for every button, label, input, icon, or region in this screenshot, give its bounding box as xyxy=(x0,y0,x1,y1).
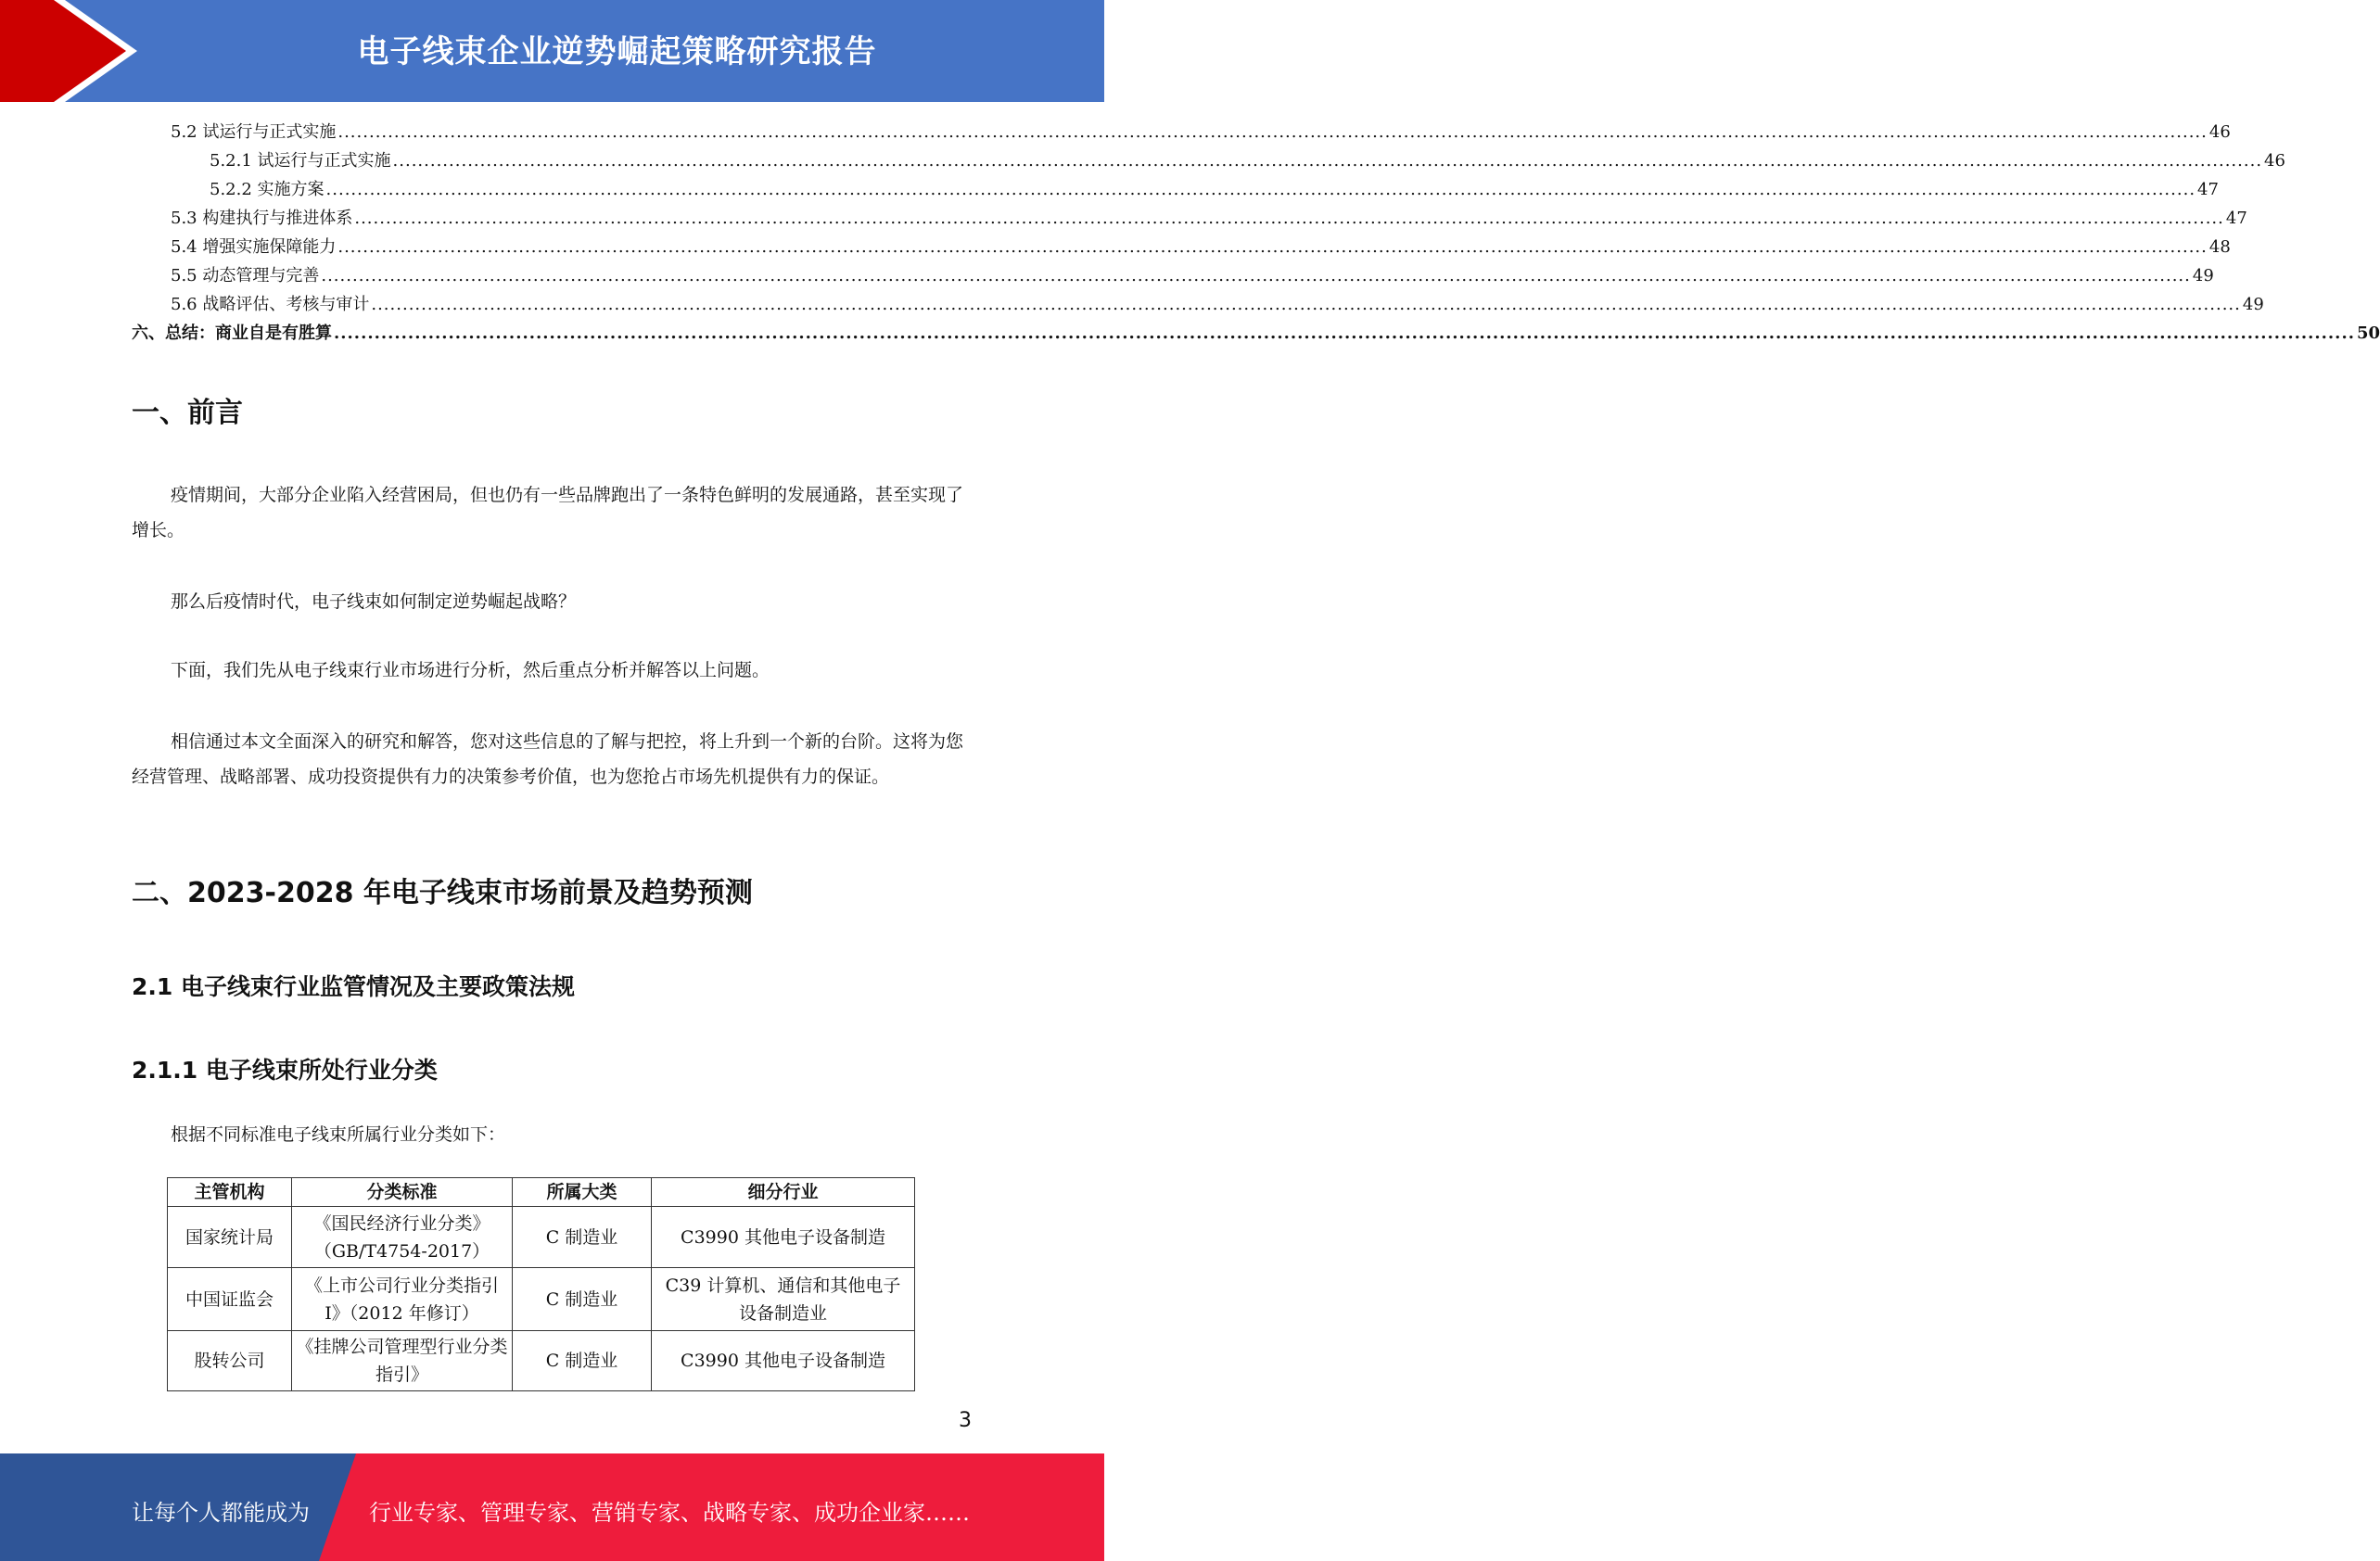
toc-entry-page: 46 xyxy=(2264,151,2285,171)
toc-leader-dots: ............................................................................................................................................................................................................................................................................................................ xyxy=(371,295,2241,314)
toc-entry-page: 47 xyxy=(2225,209,2247,228)
toc-entry[interactable] xyxy=(132,176,2219,205)
toc-entry-page: 48 xyxy=(2208,237,2231,257)
toc-entry-page: 50 xyxy=(2356,324,2380,343)
toc-entry-page: 47 xyxy=(2197,180,2219,199)
toc-leader-dots: ............................................................................................................................................................................................................................................................................................................ xyxy=(325,180,2196,199)
footer-slogan-right: 行业专家、管理专家、营销专家、战略专家、成功企业家…… xyxy=(369,1500,970,1526)
toc-entry-label: 5.2 试运行与正式实施 xyxy=(171,122,337,142)
paragraph: 根据不同标准电子线束所属行业分类如下： xyxy=(171,1124,506,1145)
table-cell: C 制造业 xyxy=(513,1268,652,1331)
toc-entry-label: 六、总结：商业自是有胜算 xyxy=(132,324,332,343)
toc-leader-dots: ............................................................................................................................................................................................................................................................................................................ xyxy=(337,122,2208,142)
toc-entry-label: 5.6 战略评估、考核与审计 xyxy=(171,295,370,314)
table-header-row xyxy=(168,1178,915,1207)
toc-leader-dots: ............................................................................................................................................................................................................................................................................................................ xyxy=(334,324,2355,343)
table-cell: C39 计算机、通信和其他电子 设备制造业 xyxy=(652,1268,915,1331)
table-cell: 《国民经济行业分类》（GB/T4754-2017） xyxy=(292,1207,513,1268)
industry-classification-table xyxy=(167,1177,915,1391)
toc-entry-page: 46 xyxy=(2208,122,2231,142)
table-cell: C 制造业 xyxy=(513,1331,652,1391)
toc-entry-label: 5.3 构建执行与推进体系 xyxy=(171,209,353,228)
toc-entry-label: 5.4 增强实施保障能力 xyxy=(171,237,337,257)
table-header-cell: 细分行业 xyxy=(652,1178,915,1207)
paragraph: 疫情期间，大部分企业陷入经营困局，但也仍有一些品牌跑出了一条特色鲜明的发展通路，甚至实现了增长。 xyxy=(132,485,964,540)
table-header-cell: 所属大类 xyxy=(513,1178,652,1207)
toc-leader-dots: ............................................................................................................................................................................................................................................................................................................ xyxy=(392,151,2263,171)
toc-leader-dots: ............................................................................................................................................................................................................................................................................................................ xyxy=(321,266,2191,286)
table-cell: C3990 其他电子设备制造 xyxy=(652,1331,915,1391)
toc-entry-label: 5.2.2 实施方案 xyxy=(210,180,325,199)
toc-entry[interactable] xyxy=(132,147,2285,176)
table-row xyxy=(168,1331,915,1391)
table-of-contents xyxy=(132,119,2380,349)
toc-entry-label: 5.2.1 试运行与正式实施 xyxy=(210,151,391,171)
toc-entry[interactable] xyxy=(132,205,2247,234)
table-cell: 国家统计局 xyxy=(168,1207,292,1268)
toc-entry-page: 49 xyxy=(2192,266,2214,286)
table-cell: 股转公司 xyxy=(168,1331,292,1391)
subsection-heading: 2.1 电子线束行业监管情况及主要政策法规 xyxy=(132,973,575,1000)
page-header xyxy=(0,0,1104,102)
subsection-heading: 2.1.1 电子线束所处行业分类 xyxy=(132,1057,438,1084)
table-cell: 《挂牌公司管理型行业分类指引》 xyxy=(292,1331,513,1391)
toc-leader-dots: ............................................................................................................................................................................................................................................................................................................ xyxy=(354,209,2224,228)
table-cell: 《上市公司行业分类指引 I》（2012 年修订） xyxy=(292,1268,513,1331)
paragraph: 相信通过本文全面深入的研究和解答，您对这些信息的了解与把控，将上升到一个新的台阶。这将为您经营管理、战略部署、成功投资提供有力的决策参考价值，也为您抢占市场先机提供有力的保证。 xyxy=(132,731,964,787)
table-cell: 中国证监会 xyxy=(168,1268,292,1331)
toc-entry[interactable] xyxy=(132,119,2231,147)
page-footer xyxy=(0,1453,1104,1561)
table-row xyxy=(168,1207,915,1268)
toc-entry-page: 49 xyxy=(2242,295,2264,314)
toc-entry[interactable] xyxy=(132,262,2214,291)
toc-entry[interactable] xyxy=(132,320,2380,349)
header-title: 电子线束企业逆势崛起策略研究报告 xyxy=(357,33,877,70)
toc-entry[interactable] xyxy=(132,234,2231,262)
footer-slogan-left: 让每个人都能成为 xyxy=(132,1500,310,1526)
table-header-cell: 主管机构 xyxy=(168,1178,292,1207)
table-cell: C3990 其他电子设备制造 xyxy=(652,1207,915,1268)
page-number: 3 xyxy=(959,1409,972,1432)
section-heading-forecast: 二、2023-2028 年电子线束市场前景及趋势预测 xyxy=(132,877,753,909)
table-row xyxy=(168,1268,915,1331)
toc-entry[interactable] xyxy=(132,291,2264,320)
paragraph: 下面，我们先从电子线束行业市场进行分析，然后重点分析并解答以上问题。 xyxy=(171,660,770,680)
toc-leader-dots: ............................................................................................................................................................................................................................................................................................................ xyxy=(337,237,2208,257)
section-heading-preface: 一、前言 xyxy=(132,397,243,429)
toc-entry-label: 5.5 动态管理与完善 xyxy=(171,266,320,286)
paragraph: 那么后疫情时代，电子线束如何制定逆势崛起战略？ xyxy=(171,591,577,612)
table-cell: C 制造业 xyxy=(513,1207,652,1268)
table-header-cell: 分类标准 xyxy=(292,1178,513,1207)
